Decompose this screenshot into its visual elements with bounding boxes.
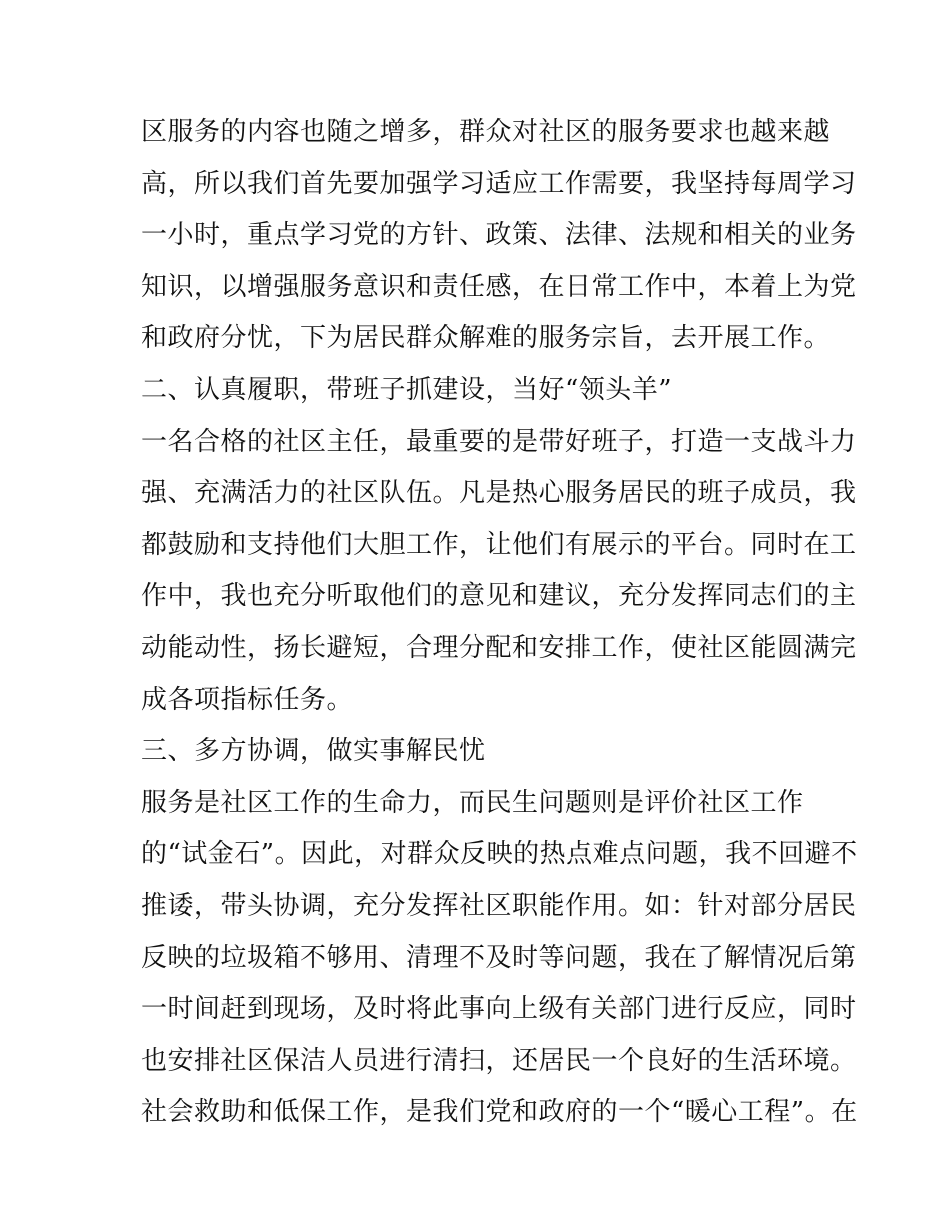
text-line: 和政府分忧，下为居民群众解难的服务宗旨，去开展工作。 bbox=[141, 323, 831, 354]
text-line: 一名合格的社区主任，最重要的是带好班子，打造一支战斗力 bbox=[141, 426, 857, 457]
text-line: 强、充满活力的社区队伍。凡是热心服务居民的班子成员，我 bbox=[141, 478, 857, 509]
text-line: 高，所以我们首先要加强学习适应工作需要，我坚持每周学习 bbox=[141, 168, 857, 199]
text-line: 反映的垃圾箱不够用、清理不及时等问题，我在了解情况后第 bbox=[141, 942, 857, 973]
text-line: 作中，我也充分听取他们的意见和建议，充分发挥同志们的主 bbox=[141, 581, 857, 612]
text-line: 也安排社区保洁人员进行清扫，还居民一个良好的生活环境。 bbox=[141, 1045, 857, 1076]
text-line: 的“试金石”。因此，对群众反映的热点难点问题，我不回避不 bbox=[141, 839, 858, 870]
text-line: 一时间赶到现场，及时将此事向上级有关部门进行反应，同时 bbox=[141, 994, 857, 1025]
text-line: 都鼓励和支持他们大胆工作，让他们有展示的平台。同时在工 bbox=[141, 529, 857, 560]
text-line: 区服务的内容也随之增多，群众对社区的服务要求也越来越 bbox=[141, 117, 831, 147]
text-line: 成各项指标任务。 bbox=[141, 684, 354, 715]
section-heading-2: 二、认真履职，带班子抓建设，当好“领头羊” bbox=[141, 374, 673, 405]
text-line: 一小时，重点学习党的方针、政策、法律、法规和相关的业务 bbox=[141, 220, 857, 251]
text-line: 推诿，带头协调，充分发挥社区职能作用。如：针对部分居民 bbox=[141, 890, 857, 921]
text-line: 动能动性，扬长避短，合理分配和安排工作，使社区能圆满完 bbox=[141, 632, 857, 663]
section-heading-3: 三、多方协调，做实事解民忧 bbox=[141, 736, 486, 767]
text-line: 知识，以增强服务意识和责任感，在日常工作中，本着上为党 bbox=[141, 271, 857, 302]
body-text bbox=[141, 107, 858, 1139]
text-line: 服务是社区工作的生命力，而民生问题则是评价社区工作 bbox=[141, 787, 804, 818]
text-line: 社会救助和低保工作，是我们党和政府的一个“暖心工程”。在 bbox=[141, 1097, 858, 1128]
